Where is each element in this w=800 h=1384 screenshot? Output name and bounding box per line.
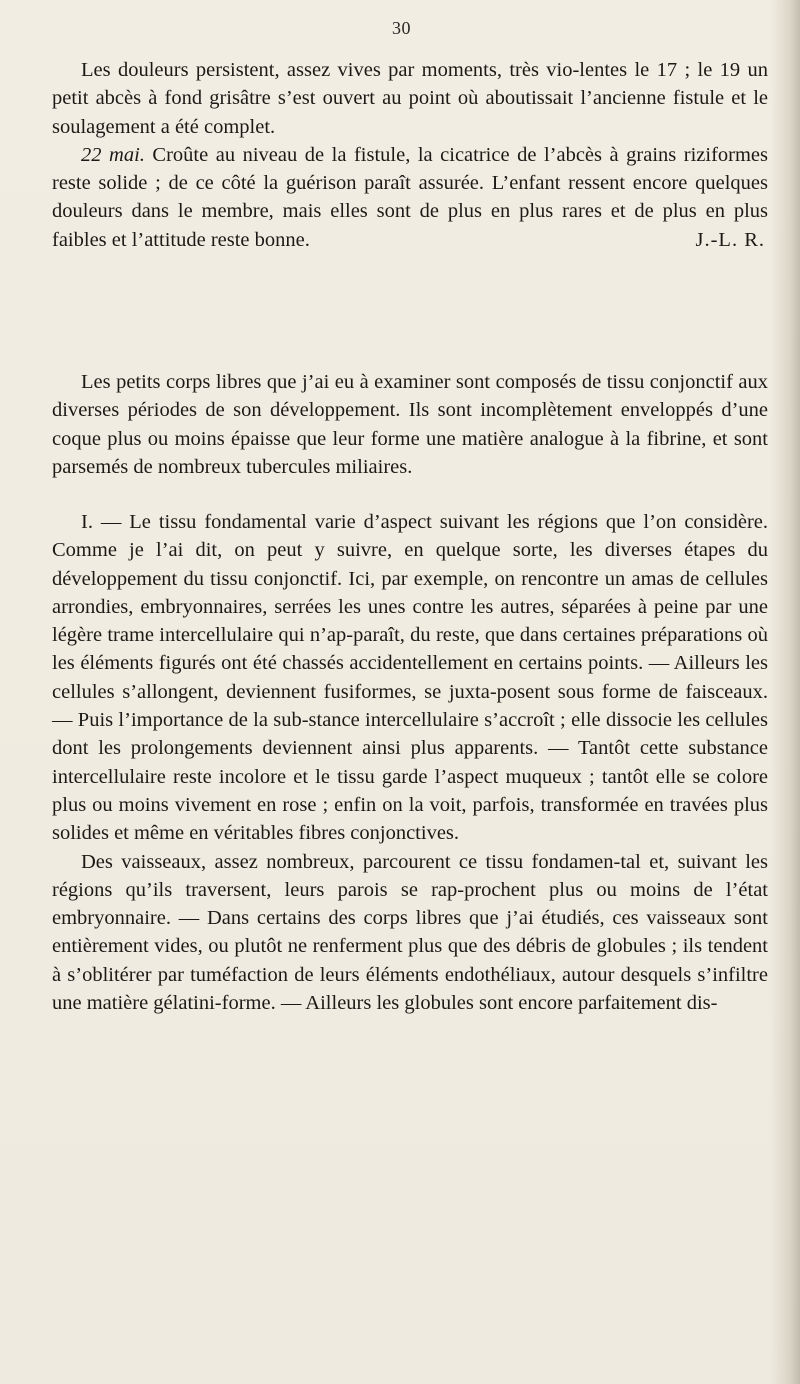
- paragraph: Les douleurs persistent, assez vives par moments, très vio-lentes le 17 ; le 19 un petit abcès à fond grisâtre s’est ouvert au point où aboutissait l’ancienne fistule et le soulagement a été complet.: [52, 59, 768, 138]
- signature-initials: J.-L. R.: [695, 228, 765, 251]
- paragraph: Des vaisseaux, assez nombreux, parcourent ce tissu fondamen-tal et, suivant les régions qu’ils traversent, leurs parois se rap-prochent plus ou moins de l’état embryonnaire. — Dans certains des corps libres que j’ai étudiés, ces vaisseaux sont entièrement vides, ou plutôt ne renferment plus que des débris de globules ; ils tendent à s’oblitérer par tuméfaction de leurs éléments endothéliaux, autour desquels s’infiltre une matière gélatini-forme. — Ailleurs les globules sont encore parfaitement dis-: [52, 850, 768, 1015]
- paragraph: I. — Le tissu fondamental varie d’aspect suivant les régions que l’on considère. Comme je l’ai dit, on peut y suivre, en quelque sorte, les diverses étapes du développement du tissu conjonctif. Ici, par exemple, on rencontre un amas de cellules arrondies, embryonnaires, serrées les unes contre les autres, séparées à peine par une légère trame intercellulaire qui n’ap-paraît, du reste, que dans certaines préparations où les éléments figurés ont été chassés accidentellement en certains points. — Ailleurs les cellules s’allongent, deviennent fusiformes, se juxta-posent sous forme de faisceaux. — Puis l’importance de la sub-stance intercellulaire s’accroît ; elle dissocie les cellules dont les prolongements deviennent ainsi plus apparents. — Tantôt cette substance intercellulaire reste incolore et le tissu garde l’aspect muqueux ; tantôt elle se colore plus ou moins vivement en rose ; enfin on la voit, parfois, transformée en travées plus solides et même en véritables fibres conjonctives.: [52, 511, 768, 845]
- date-label: 22 mai.: [81, 143, 145, 166]
- case-notes-block: [52, 56, 768, 254]
- paragraph: Les petits corps libres que j’ai eu à examiner sont composés de tissu conjonctif aux diverses périodes de son développement. Ils sont incomplètement enveloppés d’une coque plus ou moins épaisse que leur forme une matière analogue à la fibrine, et sont parsemés de nombreux tubercules miliaires.: [52, 371, 768, 478]
- tissue-description-block: [52, 508, 768, 1017]
- paragraph-text: Croûte au niveau de la fistule, la cicatrice de l’abcès à grains riziformes reste solide ; de ce côté la guérison paraît assurée. L’enfant ressent encore quelques douleurs dans le membre, mais elles sont de plus en plus rares et de plus en plus faibles et l’attitude reste bonne.: [52, 143, 768, 251]
- page-number: 30: [392, 18, 411, 38]
- loose-bodies-intro-block: [52, 368, 768, 481]
- paragraph-dated: [52, 141, 768, 254]
